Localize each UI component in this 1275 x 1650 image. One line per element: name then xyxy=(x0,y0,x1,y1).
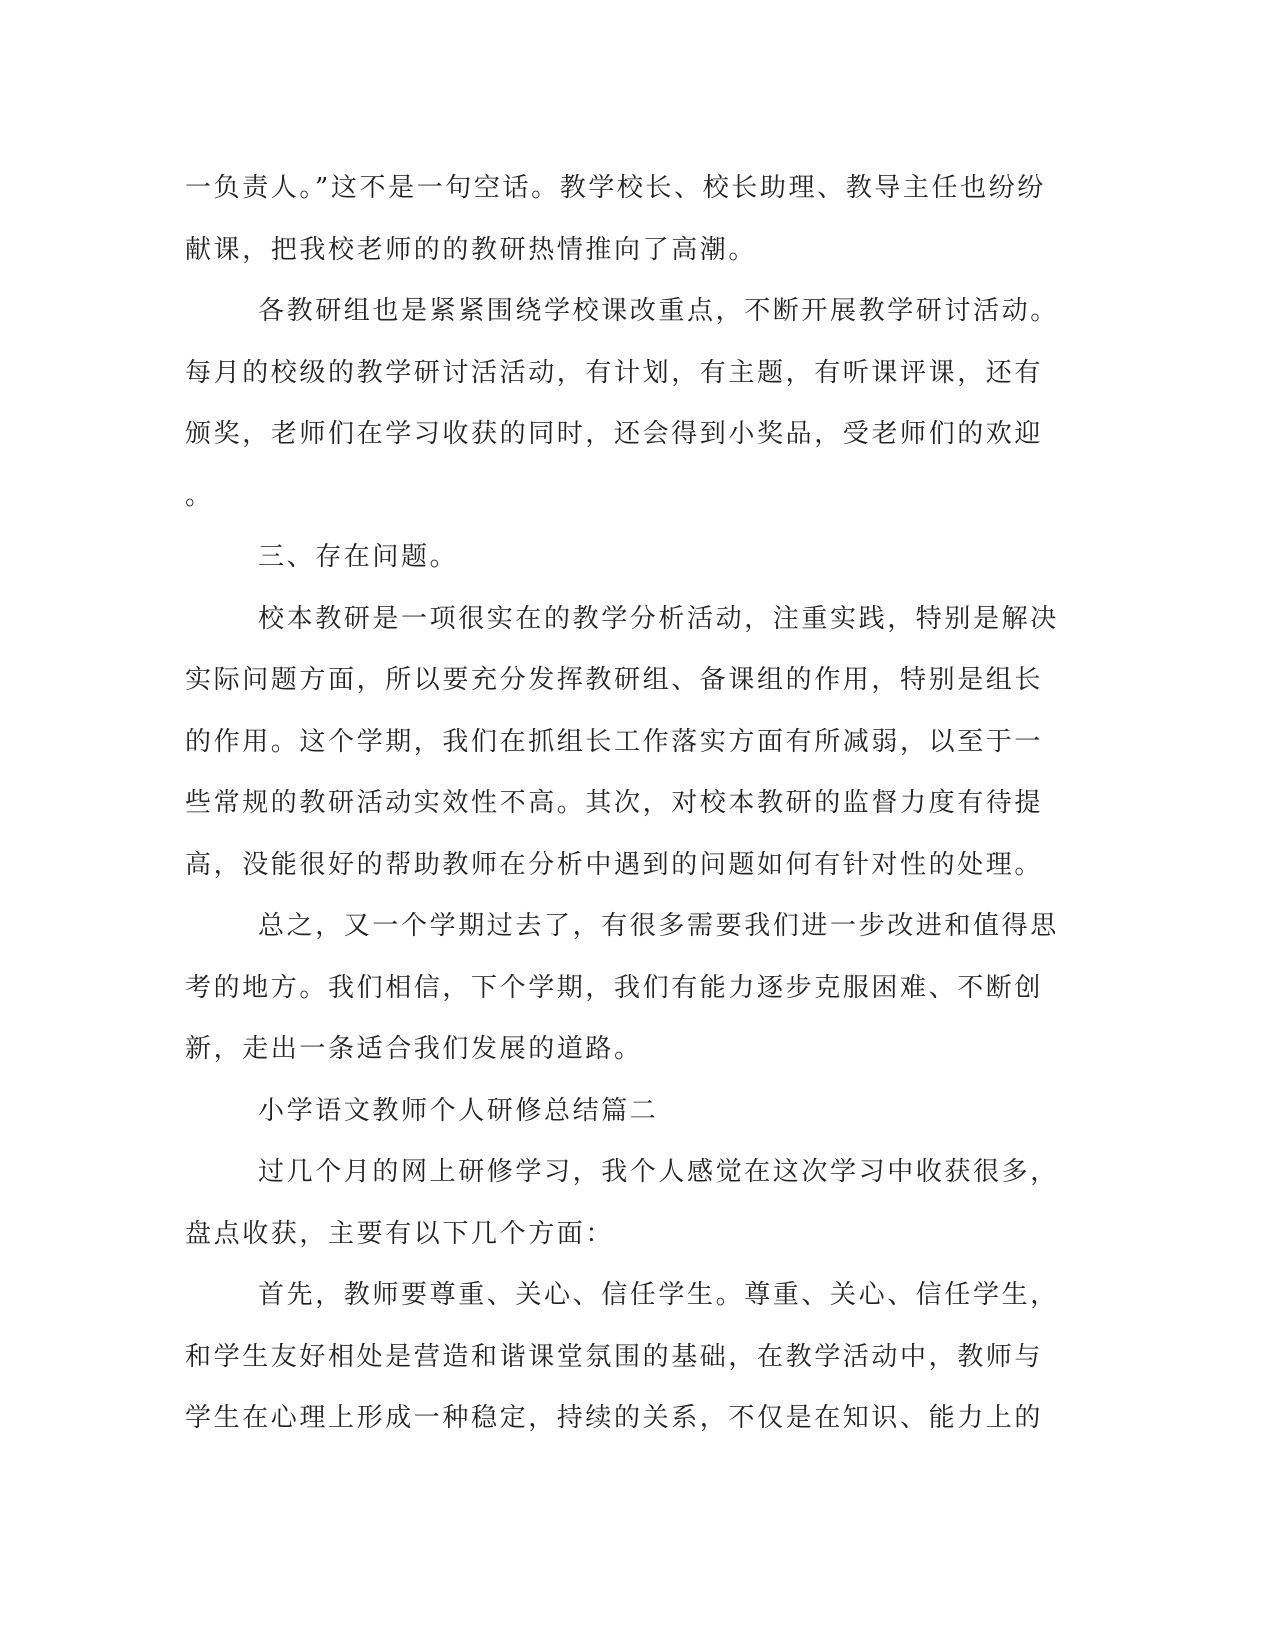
text-line: 每月的校级的教学研讨活活动，有计划，有主题，有听课评课，还有 xyxy=(185,357,1044,388)
text-line: 新，走出一条适合我们发展的道路。 xyxy=(185,1034,643,1064)
paragraph-2 xyxy=(185,281,1065,527)
text-line: 一负责人。”这不是一句空话。教学校长、校长助理、教导主任也纷纷 xyxy=(185,173,1046,203)
text-line: 首先，教师要尊重、关心、信任学生。尊重、关心、信任学生， xyxy=(258,1280,1059,1310)
document-body xyxy=(185,158,1065,1450)
text-line: 小学语文教师个人研修总结篇二 xyxy=(258,1095,659,1126)
text-line: 的作用。这个学期，我们在抓组长工作落实方面有所减弱，以至于一 xyxy=(185,726,1044,757)
text-line: 校本教研是一项很实在的教学分析活动，注重实践，特别是解决 xyxy=(258,603,1059,634)
text-line: 三、存在问题。 xyxy=(258,542,459,572)
text-line: 盘点收获，主要有以下几个方面： xyxy=(185,1218,615,1249)
text-line: 高，没能很好的帮助教师在分析中遇到的问题如何有针对性的处理。 xyxy=(185,849,1044,880)
paragraph-1 xyxy=(185,158,1065,281)
paragraph-7 xyxy=(185,1142,1065,1265)
text-line: 和学生友好相处是营造和谐课堂氛围的基础，在教学活动中，教师与 xyxy=(185,1341,1044,1372)
text-line: 实际问题方面，所以要充分发挥教研组、备课组的作用，特别是组长 xyxy=(185,665,1044,695)
text-line: 颁奖，老师们在学习收获的同时，还会得到小奖品，受老师们的欢迎 xyxy=(185,419,1044,449)
text-line: 过几个月的网上研修学习，我个人感觉在这次学习中收获很多， xyxy=(258,1157,1059,1187)
paragraph-4 xyxy=(185,589,1065,897)
text-line: 献课，把我校老师的的教研热情推向了高潮。 xyxy=(185,234,758,265)
section-title-part-two xyxy=(185,1081,1065,1143)
section-heading-problems xyxy=(185,527,1065,589)
text-line: 总之，又一个学期过去了，有很多需要我们进一步改进和值得思 xyxy=(258,911,1059,941)
text-line: 。 xyxy=(185,480,214,511)
paragraph-8 xyxy=(185,1265,1065,1450)
text-line: 各教研组也是紧紧围绕学校课改重点，不断开展教学研讨活动。 xyxy=(258,296,1059,326)
text-line: 考的地方。我们相信，下个学期，我们有能力逐步克服困难、不断创 xyxy=(185,972,1044,1003)
paragraph-5 xyxy=(185,896,1065,1081)
text-line: 学生在心理上形成一种稳定，持续的关系，不仅是在知识、能力上的 xyxy=(185,1403,1044,1433)
text-line: 些常规的教研活动实效性不高。其次，对校本教研的监督力度有待提 xyxy=(185,788,1044,818)
